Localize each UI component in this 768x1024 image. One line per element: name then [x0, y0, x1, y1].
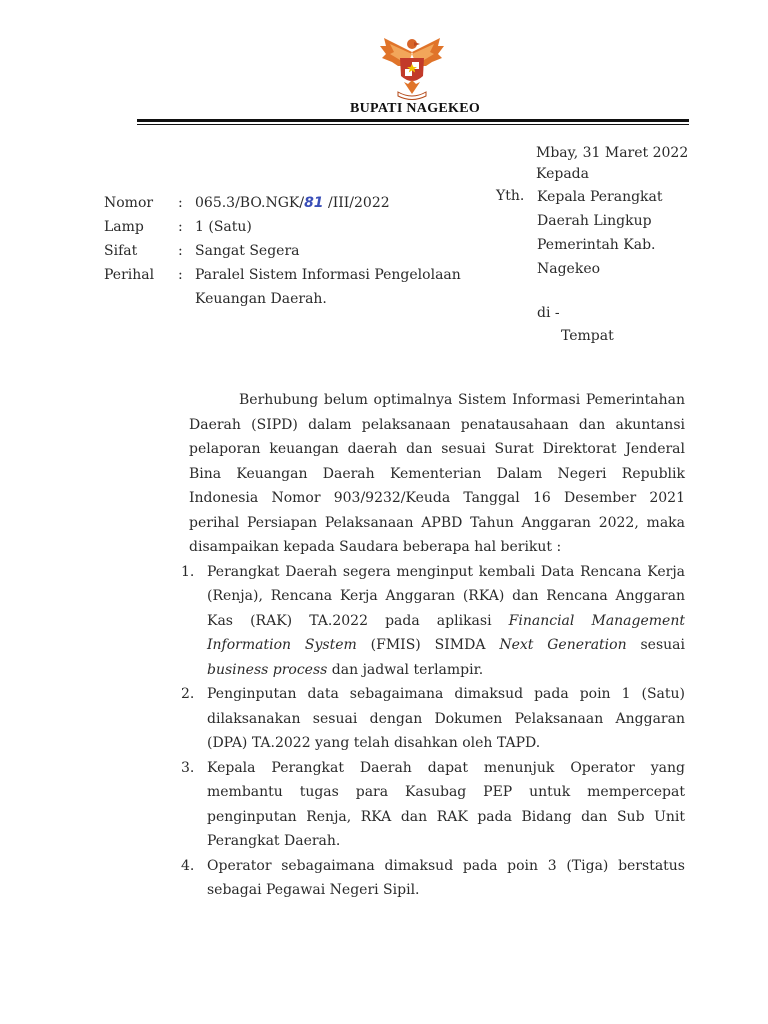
intro-paragraph: Berhubung belum optimalnya Sistem Informasi Pemerintahan Daerah (SIPD) dalam pelaksanaan penatausahaan dan akuntansi pelaporan keuangan daerah dan sesuai Surat Direktorat Jenderal Bina Keuangan Daerah Kementerian Dalam Negeri Republik Indonesia Nomor 903/9232/Keuda Tanggal 16 Desember 2021 perihal Persiapan Pelaksanaan APBD Tahun Anggaran 2022, maka disampaikan kepada Saudara beberapa hal berikut :	[189, 392, 685, 555]
list-item-text: Penginputan data sebagaimana dimaksud pada poin 1 (Satu) dilaksanakan sesuai dengan Dokumen Pelaksanaan Anggaran (DPA) TA.2022 yang telah disahkan oleh TAPD.	[207, 686, 685, 751]
recipient-line-2: Daerah Lingkup	[537, 213, 652, 229]
garuda-pancasila-emblem-icon	[376, 32, 448, 104]
list-item-text	[207, 560, 685, 683]
letterhead-rule-thick	[137, 119, 689, 122]
list-item-number: 2.	[181, 686, 195, 702]
date-line: Mbay, 31 Maret 2022	[536, 145, 689, 161]
perihal-line-2: Keuangan Daerah.	[195, 291, 327, 307]
nomor-colon: :	[178, 195, 183, 211]
perihal-colon: :	[178, 267, 183, 283]
yth-label: Yth.	[496, 188, 525, 204]
point-1-italic-next-gen: Next Generation	[499, 637, 627, 653]
list-item	[181, 756, 685, 854]
sifat-colon: :	[178, 243, 183, 259]
recipient-line-1: Kepala Perangkat	[537, 189, 663, 205]
list-item-text: Kepala Perangkat Daerah dapat menunjuk Operator yang membantu tugas para Kasubag PEP untuk mempercepat penginputan Renja, RKA dan RAK pada Bidang dan Sub Unit Perangkat Daerah.	[207, 759, 685, 849]
nomor-prefix: 065.3/BO.NGK/	[195, 195, 305, 211]
list-item-number: 3.	[181, 759, 195, 776]
list-item-text: Operator sebagaimana dimaksud pada poin 3 (Tiga) berstatus sebagai Pegawai Negeri Sipil.	[207, 857, 685, 898]
kepada-label: Kepada	[536, 166, 589, 182]
list-item	[181, 560, 685, 683]
list-item-number: 1.	[181, 563, 195, 580]
points-list	[181, 560, 685, 903]
point-1-italic-fmis: Financial Management Information System	[207, 612, 685, 653]
point-1-text-e: sesuai	[626, 637, 685, 653]
recipient-line-4: Nagekeo	[537, 261, 601, 277]
letterhead-rule-thin	[137, 124, 689, 125]
lamp-label: Lamp	[104, 219, 144, 235]
nomor-handwritten-number: 81	[304, 195, 324, 211]
point-1-text-a: Perangkat Daerah segera menginput kembali Data Rencana Kerja (Renja), Rencana Kerja Anggaran (RKA) dan Rencana Anggaran Kas (RAK) TA.2022 pada aplikasi	[207, 563, 685, 629]
point-1-italic-business-process: business process	[207, 661, 328, 678]
nomor-suffix: /III/2022	[323, 195, 390, 211]
list-item-number: 4.	[181, 857, 195, 874]
sifat-label: Sifat	[104, 243, 138, 259]
lamp-value: 1 (Satu)	[195, 219, 252, 235]
perihal-line-1: Paralel Sistem Informasi Pengelolaan	[195, 267, 461, 283]
list-item	[181, 682, 685, 756]
list-item	[181, 854, 685, 903]
letterhead-title: BUPATI NAGEKEO	[349, 101, 481, 116]
letter-body	[181, 388, 685, 903]
lamp-colon: :	[178, 219, 183, 235]
point-1-text-g: dan jadwal terlampir.	[327, 661, 484, 678]
perihal-label: Perihal	[104, 267, 155, 283]
tempat-label: Tempat	[561, 328, 614, 344]
sifat-value: Sangat Segera	[195, 243, 300, 259]
nomor-label: Nomor	[104, 195, 154, 211]
di-label: di -	[537, 305, 560, 321]
point-1-text-c: (FMIS) SIMDA	[356, 637, 500, 653]
recipient-line-3: Pemerintah Kab.	[537, 237, 656, 253]
nomor-value	[195, 193, 390, 213]
